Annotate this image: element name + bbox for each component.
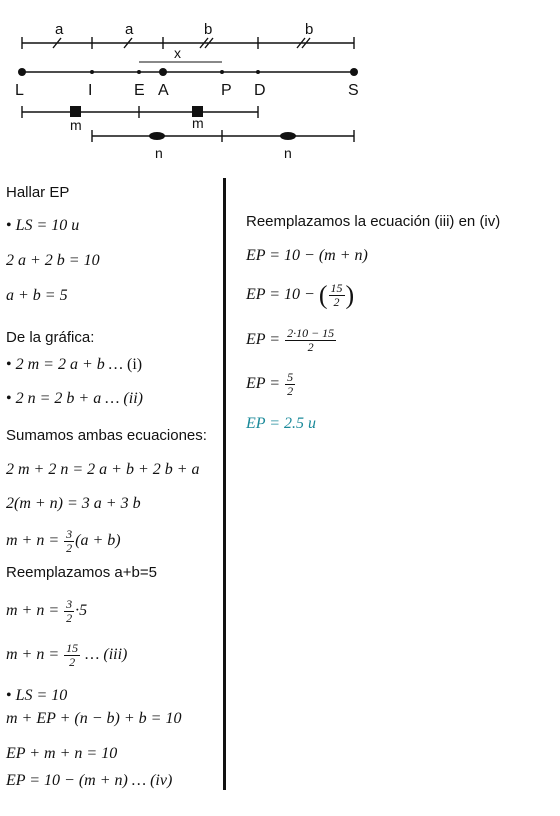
label-m2: m: [192, 115, 204, 131]
label-A: A: [158, 82, 169, 99]
replace-eq-1: m + n = $\frac{3}{2}$ ·5: [6, 597, 88, 625]
label-P: P: [221, 82, 232, 99]
column-divider: [223, 178, 226, 790]
sum-eq-1: 2 m + 2 n = 2 a + b + 2 b + a: [6, 461, 200, 478]
n-marker-1: [149, 132, 165, 140]
ls-sum-eq: m + EP + (n − b) + b = 10: [6, 710, 182, 727]
sum-eq-3: m + n = $\frac{3}{2}$ (a + b): [6, 527, 121, 555]
label-a1: a: [55, 21, 64, 38]
label-I: I: [88, 82, 93, 99]
from-graph-heading: De la gráfica:: [6, 329, 95, 346]
point-I: [90, 70, 94, 74]
m-marker-1: [70, 106, 81, 117]
replace-heading: Reemplazamos a+b=5: [6, 564, 157, 581]
label-E: E: [134, 82, 145, 99]
label-x: x: [174, 45, 181, 61]
left-title: Hallar EP: [6, 184, 70, 201]
right-eq-3: EP = $\frac{2\cdot 10 - 15}{2}$: [246, 326, 335, 354]
point-E: [137, 70, 141, 74]
label-b1: b: [204, 21, 213, 38]
sum-eq-2: 2(m + n) = 3 a + 3 b: [6, 495, 141, 512]
label-D: D: [254, 82, 266, 99]
n-marker-2: [280, 132, 296, 140]
label-S: S: [348, 82, 359, 99]
right-eq-4: EP = $\frac{5}{2}$: [246, 370, 294, 398]
point-A: [159, 68, 167, 76]
n-segment-line: [92, 130, 354, 142]
right-eq-1: EP = 10 − (m + n): [246, 247, 368, 264]
label-n1: n: [155, 145, 163, 161]
eq-ii: • 2 n = 2 b + a … (ii): [6, 390, 143, 407]
point-P: [220, 70, 224, 74]
final-result: EP = 2.5 u: [246, 415, 317, 432]
point-S: [350, 68, 358, 76]
sum-heading: Sumamos ambas ecuaciones:: [6, 427, 207, 444]
ep-eq-2: EP = 10 − (m + n) … (iv): [6, 772, 173, 789]
label-n2: n: [284, 145, 292, 161]
point-L: [18, 68, 26, 76]
segment-diagram: [0, 0, 560, 170]
eq-i: • 2 m = 2 a + b … (i): [6, 356, 143, 373]
label-a2: a: [125, 21, 134, 38]
eq-a-plus-b: a + b = 5: [6, 287, 68, 304]
right-eq-2: EP = 10 − ( $\frac{15}{2}$ ): [246, 280, 355, 310]
right-title: Reemplazamos la ecuación (iii) en (iv): [246, 213, 501, 230]
label-m1: m: [70, 117, 82, 133]
m-segment-line: [22, 106, 258, 118]
eq-2a2b: 2 a + 2 b = 10: [6, 252, 100, 269]
label-L: L: [15, 82, 24, 99]
replace-eq-2: m + n = $\frac{15}{2}$ … (iii): [6, 641, 128, 669]
point-D: [256, 70, 260, 74]
ab-segment-line: [22, 37, 354, 49]
ls-sum: • LS = 10: [6, 687, 68, 704]
ls-given: • LS = 10 u: [6, 217, 80, 234]
ep-eq-1: EP + m + n = 10: [6, 745, 118, 762]
label-b2: b: [305, 21, 314, 38]
